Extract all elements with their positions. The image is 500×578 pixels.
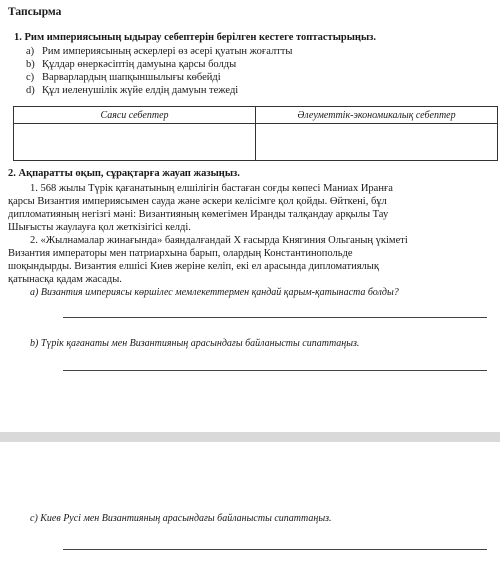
sub-question-a: a) Византия империясы көршілес мемлекеттермен қандай қарым-қатынаста болды? — [30, 287, 399, 298]
text-line: 2. «Жылнамалар жинағында» баяндалғандай Х ғасырда Княгиния Ольганың үкіметі — [30, 235, 408, 246]
text-line: шоқындырды. Византия елшісі Киев жеріне келіп, екі ел арасында дипломатиялық — [8, 261, 379, 272]
table-cell-socioeconomic[interactable] — [256, 124, 498, 161]
answer-line-a[interactable] — [63, 317, 487, 318]
table-cell-political[interactable] — [14, 124, 256, 161]
reading-text — [8, 182, 492, 286]
page-heading: Тапсырма — [8, 6, 62, 18]
option-letter: a) — [26, 46, 35, 57]
option-b — [26, 59, 236, 70]
text-line: қатынасқа қадам жасады. — [8, 274, 122, 285]
option-text: Құл иеленушілік жүйе елдің дамуын тежеді — [42, 85, 239, 96]
option-letter: b) — [26, 59, 35, 70]
page-divider — [0, 432, 500, 442]
table-header-socioeconomic: Әлеуметтік-экономикалық себептер — [256, 107, 498, 124]
text-line: Шығысты жаулауға қол жеткізігісі келді. — [8, 222, 191, 233]
sub-question-c: c) Киев Русі мен Византияның арасындағы байланысты сипаттаңыз. — [30, 513, 332, 524]
option-text: Құлдар өнеркәсіптің дамуына қарсы болды — [42, 59, 237, 70]
option-letter: c) — [26, 72, 35, 83]
text-line: қарсы Византия империясымен сауда және әскери келісімге қол қойды. Өйткені, бұл — [8, 196, 387, 207]
option-a — [26, 46, 292, 57]
question-1-title: 1. Рим империясының ыдырау себептерін берілген кестеге топтастырыңыз. — [14, 32, 377, 43]
text-line: 1. 568 жылы Түрік қағанатының елшілігін бастаған соғды көпесі Маниах Иранға — [30, 183, 393, 194]
sub-question-b: b) Түрік қағанаты мен Византияның арасындағы байланысты сипаттаңыз. — [30, 338, 360, 349]
option-text: Варварлардың шапқыншылығы көбейді — [42, 72, 221, 83]
option-d — [26, 85, 238, 96]
option-c — [26, 72, 221, 83]
option-letter: d) — [26, 85, 35, 96]
text-line: Византия императоры мен патриархына барып, олардың Константинопольде — [8, 248, 353, 259]
answer-line-c[interactable] — [63, 549, 487, 550]
question-2-title: 2. Ақпаратты оқып, сұрақтарға жауап жазыңыз. — [8, 168, 240, 179]
table-header-political: Саяси себептер — [14, 107, 256, 124]
answer-line-b[interactable] — [63, 370, 487, 371]
option-text: Рим империясының әскерлері өз әсері қуатын жоғалтты — [42, 46, 293, 57]
text-line: дипломатияның негізгі мәні: Византияның көмегімен Иранды талқандау арқылы Тау — [8, 209, 389, 220]
causes-table — [13, 106, 498, 161]
